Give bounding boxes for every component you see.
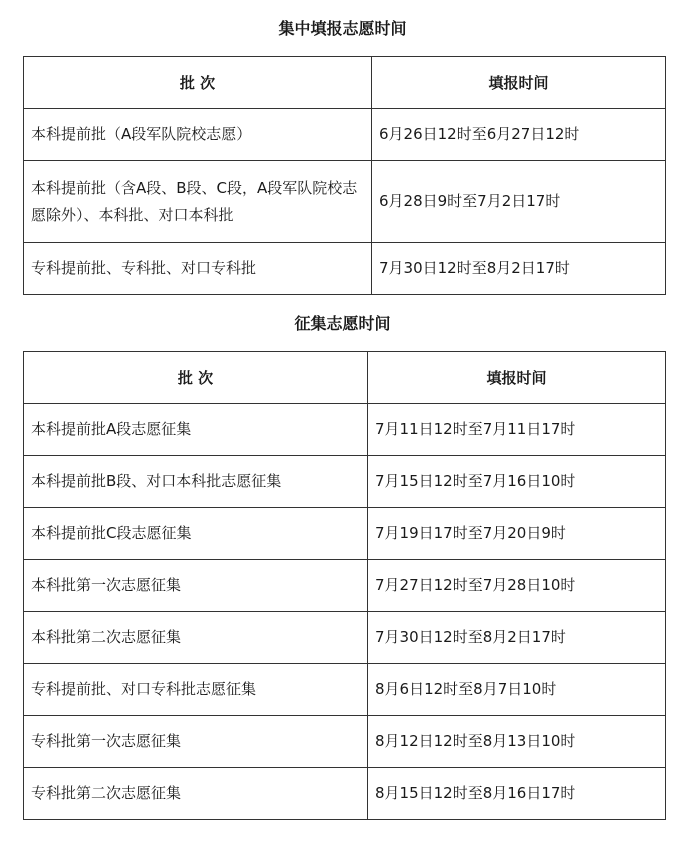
column-header-time: 填报时间 xyxy=(372,57,666,109)
time-cell: 6月26日12时至6月27日12时 xyxy=(372,109,666,161)
column-header-time: 填报时间 xyxy=(368,352,666,404)
time-cell: 6月28日9时至7月2日17时 xyxy=(372,161,666,243)
column-header-batch: 批 次 xyxy=(24,57,372,109)
table-row xyxy=(24,404,666,456)
section-title-centralized: 集中填报志愿时间 xyxy=(278,19,407,38)
time-cell: 7月19日17时至7月20日9时 xyxy=(368,508,666,560)
time-cell: 7月30日12时至8月2日17时 xyxy=(368,612,666,664)
batch-cell: 本科提前批（A段军队院校志愿） xyxy=(24,109,372,161)
table-row xyxy=(24,109,666,161)
batch-cell: 本科提前批（含A段、B段、C段，A段军队院校志愿除外）、本科批、对口本科批 xyxy=(24,161,372,243)
time-cell: 8月15日12时至8月16日17时 xyxy=(368,768,666,820)
table-row xyxy=(24,161,666,243)
batch-cell: 本科批第二次志愿征集 xyxy=(24,612,368,664)
time-cell: 8月12日12时至8月13日10时 xyxy=(368,716,666,768)
table-header-row xyxy=(24,57,666,109)
time-cell: 7月30日12时至8月2日17时 xyxy=(372,243,666,295)
table-row xyxy=(24,560,666,612)
table-row xyxy=(24,508,666,560)
table-row xyxy=(24,243,666,295)
table-header-row xyxy=(24,352,666,404)
batch-cell: 本科提前批C段志愿征集 xyxy=(24,508,368,560)
column-header-batch: 批 次 xyxy=(24,352,368,404)
table-row xyxy=(24,664,666,716)
batch-cell: 专科提前批、专科批、对口专科批 xyxy=(24,243,372,295)
section-title-supplementary: 征集志愿时间 xyxy=(294,314,391,333)
time-cell: 8月6日12时至8月7日10时 xyxy=(368,664,666,716)
table-row xyxy=(24,612,666,664)
supplementary-schedule-table xyxy=(23,351,666,820)
batch-cell: 本科提前批A段志愿征集 xyxy=(24,404,368,456)
batch-cell: 本科批第一次志愿征集 xyxy=(24,560,368,612)
time-cell: 7月27日12时至7月28日10时 xyxy=(368,560,666,612)
table-row xyxy=(24,456,666,508)
batch-cell: 专科批第二次志愿征集 xyxy=(24,768,368,820)
batch-cell: 专科提前批、对口专科批志愿征集 xyxy=(24,664,368,716)
time-cell: 7月11日12时至7月11日17时 xyxy=(368,404,666,456)
table-row xyxy=(24,768,666,820)
table-row xyxy=(24,716,666,768)
batch-cell: 本科提前批B段、对口本科批志愿征集 xyxy=(24,456,368,508)
time-cell: 7月15日12时至7月16日10时 xyxy=(368,456,666,508)
centralized-schedule-table xyxy=(23,56,666,295)
batch-cell: 专科批第一次志愿征集 xyxy=(24,716,368,768)
